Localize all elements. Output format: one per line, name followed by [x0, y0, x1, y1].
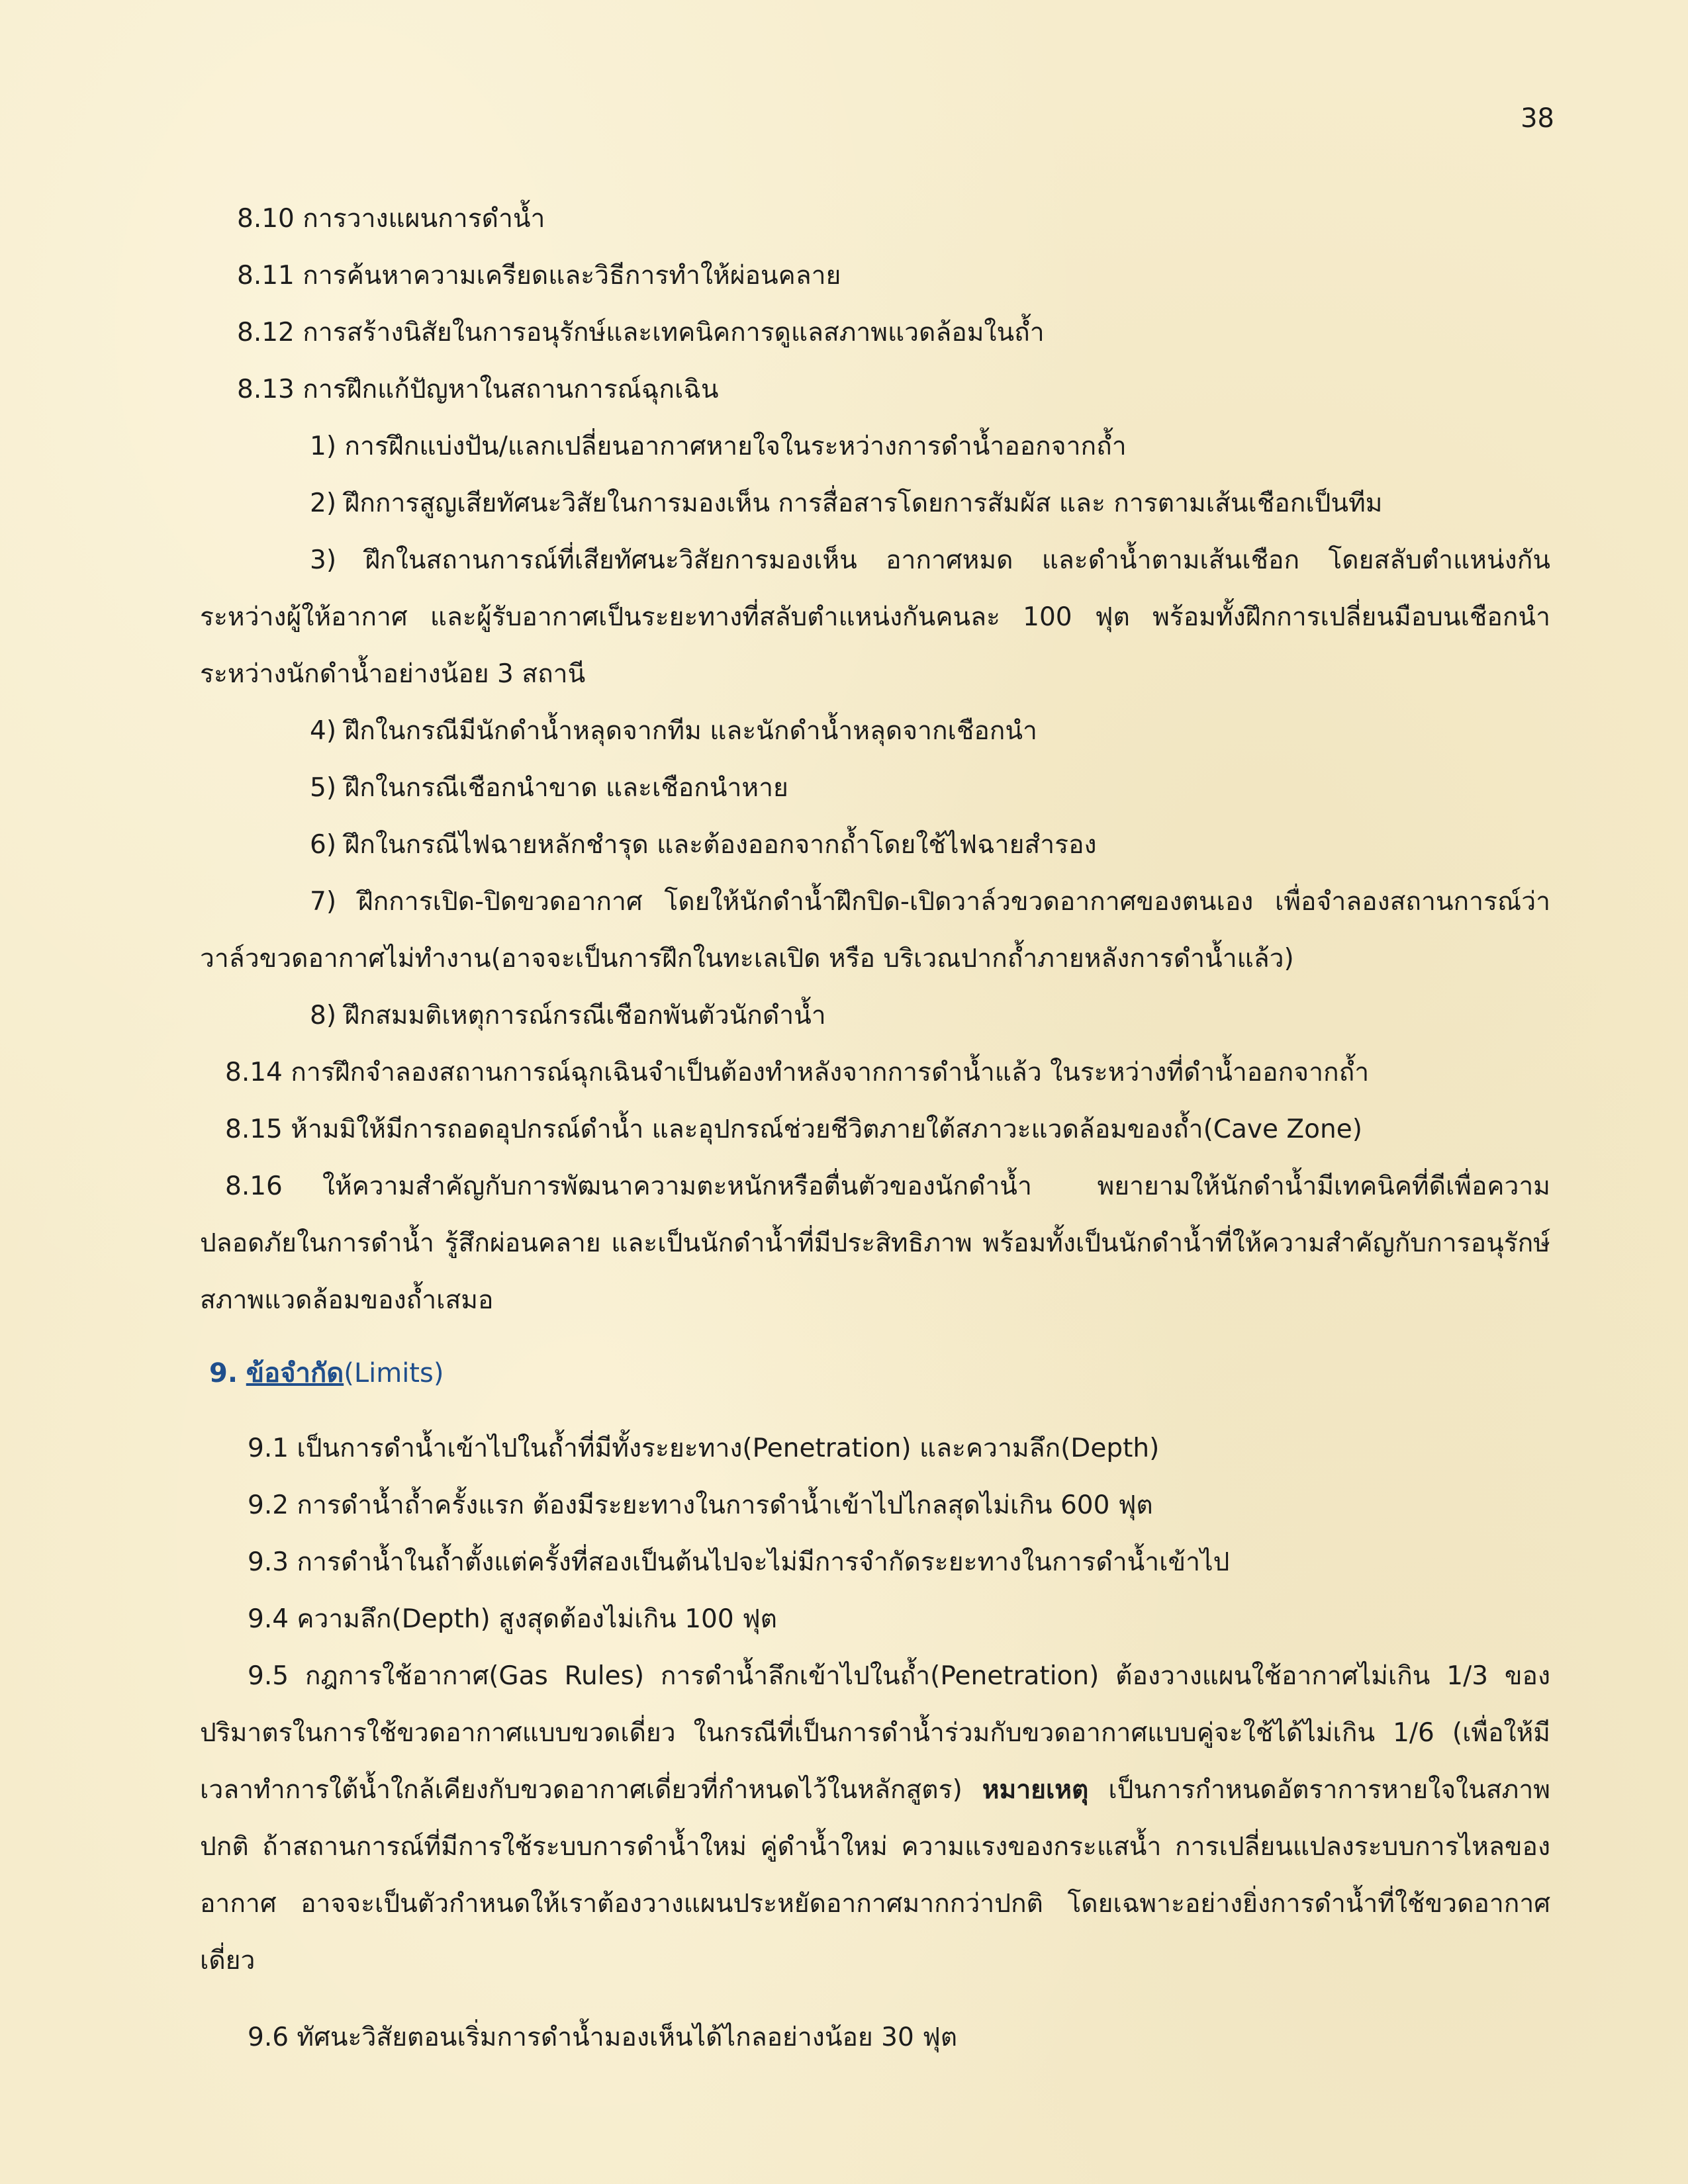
- section-9-title-suffix: (Limits): [344, 1358, 444, 1388]
- item-8-11: 8.11 การค้นหาความเครียดและวิธีการทำให้ผ่อนคลาย: [237, 261, 841, 291]
- item-9-5-note-label: หมายเหตุ: [982, 1775, 1089, 1805]
- sub-item-8: 8) ฝึกสมมติเหตุการณ์กรณีเชือกพันตัวนักดำน้ำ: [310, 1001, 826, 1030]
- item-9-1: 9.1 เป็นการดำน้ำเข้าไปในถ้ำที่มีทั้งระยะทาง(Penetration) และความลึก(Depth): [248, 1433, 1160, 1463]
- item-8-16-number: 8.16: [225, 1171, 283, 1201]
- item-8-12: 8.12 การสร้างนิสัยในการอนุรักษ์และเทคนิคการดูแลสภาพแวดล้อมในถ้ำ: [237, 318, 1045, 347]
- item-8-15: 8.15 ห้ามมิให้มีการถอดอุปกรณ์ดำน้ำ และอุปกรณ์ช่วยชีวิตภายใต้สภาวะแวดล้อมของถ้ำ(Cave Zone): [225, 1115, 1362, 1144]
- sub-item-2: 2) ฝึกการสูญเสียทัศนะวิสัยในการมองเห็น การสื่อสารโดยการสัมผัส และ การตามเส้นเชือกเป็นทีม: [310, 488, 1383, 518]
- item-9-2: 9.2 การดำน้ำถ้ำครั้งแรก ต้องมีระยะทางในการดำน้ำเข้าไปไกลสุดไม่เกิน 600 ฟุต: [248, 1490, 1153, 1520]
- item-9-6: 9.6 ทัศนะวิสัยตอนเริ่มการดำน้ำมองเห็นได้ไกลอย่างน้อย 30 ฟุต: [248, 2023, 958, 2052]
- sub-item-4: 4) ฝึกในกรณีมีนักดำน้ำหลุดจากทีม และนักดำน้ำหลุดจากเชือกนำ: [310, 716, 1037, 746]
- sub-item-6: 6) ฝึกในกรณีไฟฉายหลักชำรุด และต้องออกจากถ้ำโดยใช้ไฟฉายสำรอง: [310, 830, 1097, 860]
- page-content: [200, 191, 1550, 2066]
- section-9-heading: [200, 1345, 1550, 1402]
- item-9-3: 9.3 การดำน้ำในถ้ำตั้งแต่ครั้งที่สองเป็นต้นไปจะไม่มีการจำกัดระยะทางในการดำน้ำเข้าไป: [248, 1547, 1230, 1577]
- section-9-title: ข้อจำกัด: [246, 1358, 344, 1388]
- sub-item-1: 1) การฝึกแบ่งปัน/แลกเปลี่ยนอากาศหายใจในระหว่างการดำน้ำออกจากถ้ำ: [310, 432, 1127, 461]
- item-9-4: 9.4 ความลึก(Depth) สูงสุดต้องไม่เกิน 100 ฟุต: [248, 1604, 778, 1634]
- sub-item-3: 3) ฝึกในสถานการณ์ที่เสียทัศนะวิสัยการมองเห็น อากาศหมด และดำน้ำตามเส้นเชือก โดยสลับตำแหน่งกันระหว่างผู้ให้อากาศ และผู้รับอากาศเป็นระยะทางที่สลับตำแหน่งกันคนละ 100 ฟุต พร้อมทั้งฝึกการเปลี่ยนมือบนเชือกนำระหว่างนักดำน้ำอย่างน้อย 3 สถานี: [200, 545, 1550, 689]
- page-number: 38: [1521, 103, 1554, 134]
- item-8-13: 8.13 การฝึกแก้ปัญหาในสถานการณ์ฉุกเฉิน: [237, 375, 719, 404]
- section-9-number: 9.: [209, 1358, 238, 1388]
- item-9-5-text-a: 9.5 กฎการใช้อากาศ(Gas Rules) การดำน้ำลึกเข้าไปในถ้ำ(Penetration) ต้องวางแผนใช้อากาศไม่เกิน 1/3 ของปริมาตรในการใช้ขวดอากาศแบบขวดเดี่ยว ในกรณีที่เป็นการดำน้ำร่วมกับขวดอากาศแบบคู่จะใช้ได้ไม่เกิน 1/6 (เพื่อให้มีเวลาทำการใต้น้ำใกล้เคียงกับขวดอากาศเดี่ยวที่กำหนดไว้ในหลักสูตร): [200, 1661, 1550, 1805]
- item-9-5: [200, 1648, 1550, 1989]
- item-8-16: [200, 1158, 1550, 1329]
- sub-item-5: 5) ฝึกในกรณีเชือกนำขาด และเชือกนำหาย: [310, 773, 788, 803]
- sub-item-7: 7) ฝึกการเปิด-ปิดขวดอากาศ โดยให้นักดำน้ำฝึกปิด-เปิดวาล์วขวดอากาศของตนเอง เพื่อจำลองสถานการณ์ว่าวาล์วขวดอากาศไม่ทำงาน(อาจจะเป็นการฝึกในทะเลเปิด หรือ บริเวณปากถ้ำภายหลังการดำน้ำแล้ว): [200, 887, 1550, 974]
- item-8-10: 8.10 การวางแผนการดำน้ำ: [237, 204, 545, 234]
- item-8-14: 8.14 การฝึกจำลองสถานการณ์ฉุกเฉินจำเป็นต้องทำหลังจากการดำน้ำแล้ว ในระหว่างที่ดำน้ำออกจากถ้ำ: [225, 1058, 1370, 1087]
- item-8-16-text: ให้ความสำคัญกับการพัฒนาความตะหนักหรือตื่นตัวของนักดำน้ำ พยายามให้นักดำน้ำมีเทคนิคที่ดีเพื่อความปลอดภัยในการดำน้ำ รู้สึกผ่อนคลาย และเป็นนักดำน้ำที่มีประสิทธิภาพ พร้อมทั้งเป็นนักดำน้ำที่ให้ความสำคัญกับการอนุรักษ์สภาพแวดล้อมของถ้ำเสมอ: [200, 1171, 1550, 1315]
- item-9-5-text-b: เป็นการกำหนดอัตราการหายใจในสภาพปกติ ถ้าสถานการณ์ที่มีการใช้ระบบการดำน้ำใหม่ คู่ดำน้ำใหม่ ความแรงของกระแสน้ำ การเปลี่ยนแปลงระบบการไหลของอากาศ อาจจะเป็นตัวกำหนดให้เราต้องวางแผนประหยัดอากาศมากกว่าปกติ โดยเฉพาะอย่างยิ่งการดำน้ำที่ใช้ขวดอากาศเดี่ยว: [200, 1775, 1550, 1976]
